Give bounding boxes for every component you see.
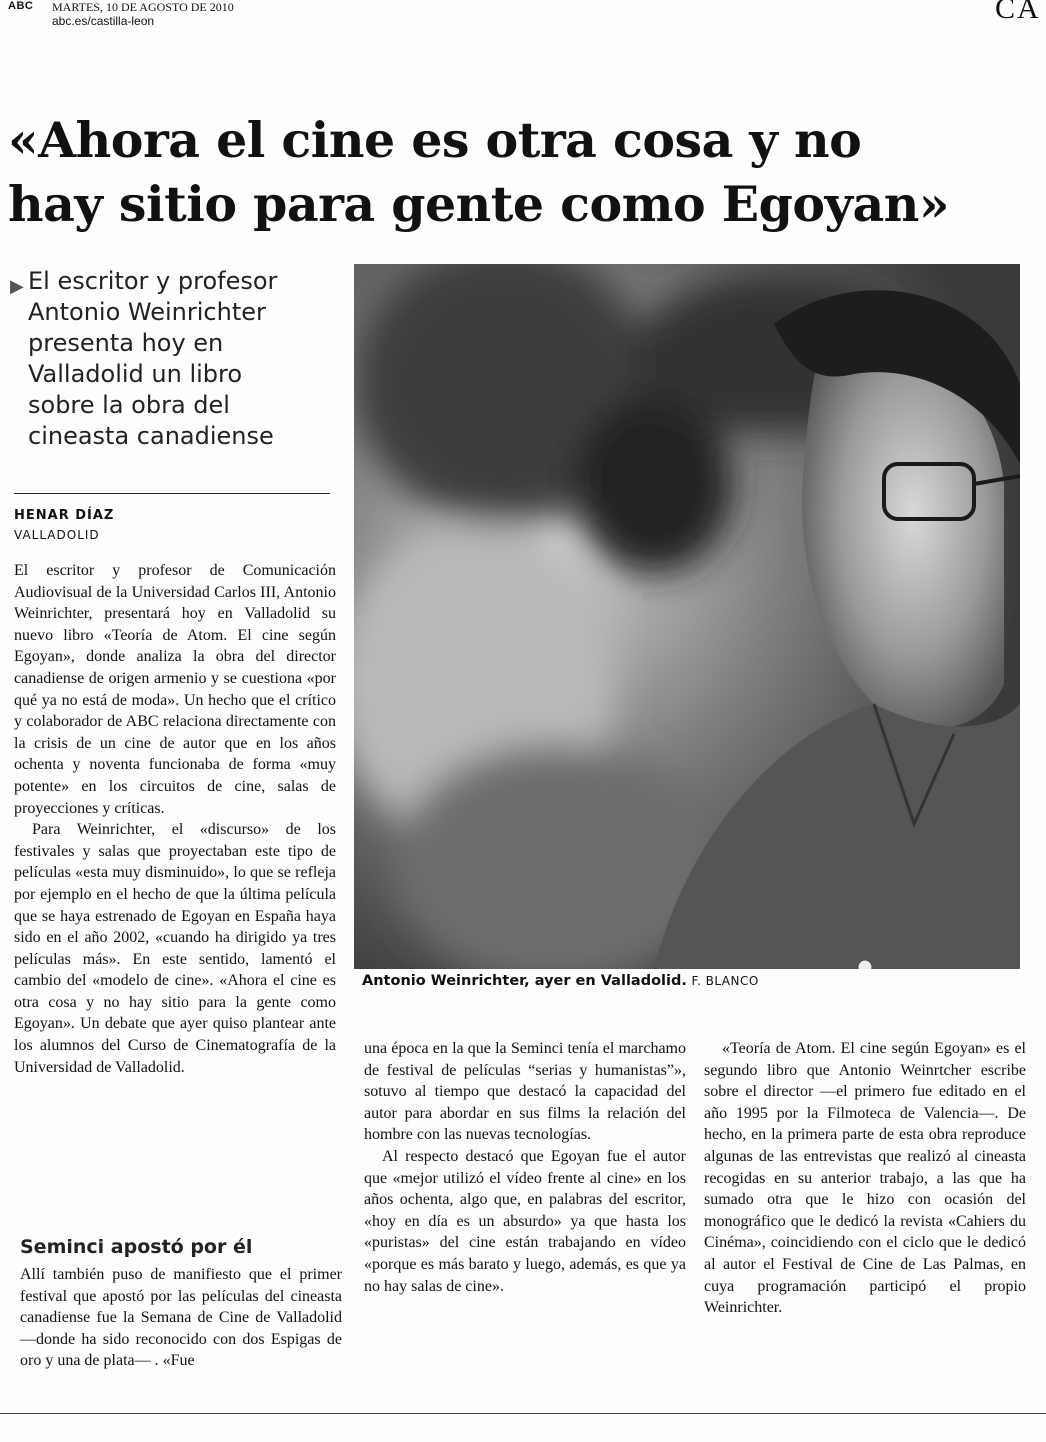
portrait-photo: [354, 264, 1020, 969]
section-name: CA: [995, 0, 1041, 25]
subtitle: [28, 266, 348, 452]
play-arrow-icon: ▶: [10, 276, 24, 296]
body-column-1-continued: [20, 1264, 342, 1372]
subtitle-line: presenta hoy en: [28, 329, 224, 357]
paragraph: El escritor y profesor de Comunicación Audiovisual de la Universidad Carlos III, Antonio Weinrichter, presentará hoy en Valladolid su nuevo libro «Teoría de Atom. El cine según Egoyan», donde analiza la obra del director canadiense de origen armenio y se cuestiona «por qué ya no está de moda». Un hecho que el crítico y colaborador de ABC relaciona directamente con la crisis de un cine de autor que en los años ochenta y noventa funcionaba de forma «muy potente» en los circuitos de cine, salas de proyecciones y críticas.: [14, 562, 336, 817]
paragraph: «Teoría de Atom. El cine según Egoyan» es el segundo libro que Antonio Weinrtcher escribe sobre el director —el primero fue editado en el año 1995 por la Filmoteca de Valencia—. De hecho, en la primera parte de esta obra reproduce algunas de las entrevistas que realizó al cineasta recogidas en su anterior trabajo, a las que ha sumado otra que le hizo con ocasión del monográfico que le dedicó la revista «Cahiers du Cinéma», coincidiendo con el ciclo que le dedicó al autor el Festival de Cine de Las Palmas, en cuya programación participó el propio Weinrichter.: [704, 1040, 1026, 1317]
subtitle-line: El escritor y profesor: [28, 267, 278, 295]
paragraph: Al respecto destacó que Egoyan fue el autor que «mejor utilizó el vídeo frente al cine» en los años ochenta, algo que, en palabras del escritor, «hoy en día es un absurdo» ya que hasta los «puristas» del cine están trabajando en vídeo «porque es más barato y luego, además, es que ya no hay salas de cine».: [364, 1147, 686, 1295]
bottom-rule: [0, 1413, 1046, 1414]
section-subhead: Seminci apostó por él: [20, 1236, 253, 1258]
photo-credit: F. BLANCO: [691, 974, 759, 988]
headline: [8, 108, 1038, 236]
dateline-location: VALLADOLID: [14, 528, 100, 542]
photo-caption: [362, 973, 759, 989]
paragraph: Para Weinrichter, el «discurso» de los festivales y salas que proyectaban este tipo de películas «esta muy disminuido», lo que se refleja por ejemplo en el hecho de que la última película que se haya estrenado de Egoyan en España haya sido en el año 2002, «cuando ha dirigido ya tres películas más». En este sentido, lamentó el cambio del «modelo de cine». «Ahora el cine es otra cosa y no hay sitio para la gente como Egoyan». Un debate que ayer quiso plantear ante los alumnos del Curso de Cinematografía de la Universidad de Valladolid.: [14, 821, 336, 1076]
subtitle-line: sobre la obra del: [28, 391, 230, 419]
paragraph: una época en la que la Seminci tenía el marchamo de festival de películas “serias y humanistas”», sotuvo al tiempo que destacó la capacidad del autor para abordar en sus films la relación del hombre con las nuevas tecnologías.: [364, 1040, 686, 1144]
body-column-3: [704, 1038, 1026, 1319]
portrait-image: [354, 264, 1020, 969]
body-column-1: [14, 560, 336, 1078]
byline-divider: [14, 493, 330, 494]
issue-date: MARTES, 10 DE AGOSTO DE 2010: [52, 0, 234, 14]
subtitle-line: Antonio Weinrichter: [28, 298, 266, 326]
body-column-2: [364, 1038, 686, 1297]
shirt-button: [858, 960, 872, 969]
subtitle-line: Valladolid un libro: [28, 360, 243, 388]
author-byline: HENAR DÍAZ: [14, 508, 115, 523]
section-url: abc.es/castilla-leon: [52, 14, 155, 28]
paragraph: Allí también puso de manifiesto que el primer festival que apostó por las películas del cineasta canadiense fue la Semana de Cine de Valladolid —donde ha sido reconocido con dos Espigas de oro y una de plata— . «Fue: [20, 1266, 342, 1370]
headline-line-1: «Ahora el cine es otra cosa y no: [8, 111, 862, 169]
masthead-logo: ABC: [8, 0, 34, 12]
caption-text: Antonio Weinrichter, ayer en Valladolid.: [362, 973, 687, 989]
headline-line-2: hay sitio para gente como Egoyan»: [8, 175, 950, 233]
subtitle-line: cineasta canadiense: [28, 422, 274, 450]
